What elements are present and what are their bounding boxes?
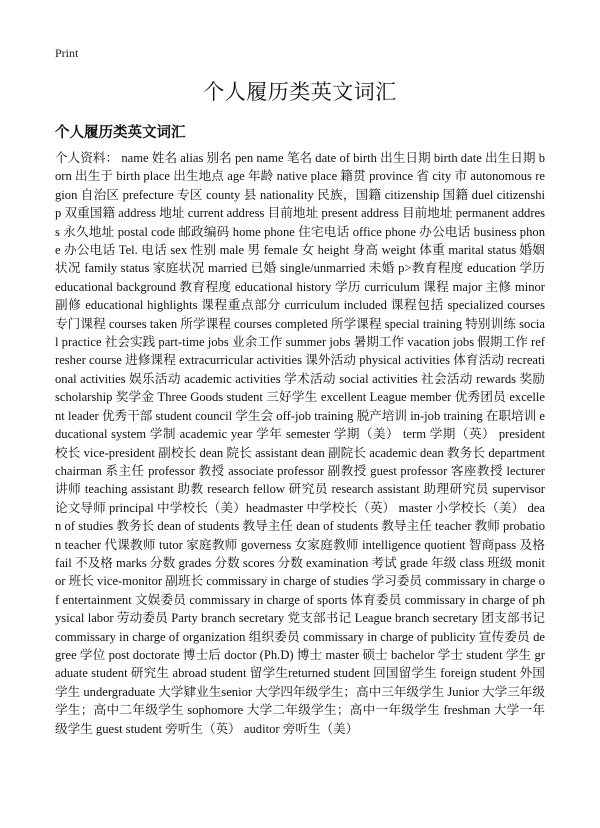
article-body: 个人资料： name 姓名 alias 别名 pen name 笔名 date of birth 出生日期 birth date 出生日期 born 出生于 birth place 出生地点 age 年龄 native place 籍贯 province 省 city 市 autonomous region 自治区 prefecture 专区 county 县 nationality 民族，国籍 citizenship 国籍 duel citizenship 双重国籍 address 地址 current address 目前地址 present address 目前地址 permanent address 永久地址 postal code 邮政编码 home phone 住宅电话 office phone 办公电话 business phone 办公电话 Tel. 电话 sex 性别 male 男 female 女 height 身高 weight 体重 marital status 婚姻状况 family status 家庭状况 married 已婚 single/unmarried 未婚 p>教育程度 education 学历 educational background 教育程度 educational history 学历 curriculum 课程 major 主修 minor 副修 educational highlights 课程重点部分 curriculum included 课程包括 specialized courses 专门课程 courses taken 所学课程 courses completed 所学课程 special training 特别训练 social practice 社会实践 part-time jobs 业余工作 summer jobs 暑期工作 vacation jobs 假期工作 refresher course 进修课程 extracurricular activities 课外活动 physical activities 体育活动 recreational activities 娱乐活动 academic activities 学术活动 social activities 社会活动 rewards 奖励 scholarship 奖学金 Three Goods student 三好学生 excellent League member 优秀团员 excellent leader 优秀干部 student council 学生会 off-job training 脱产培训 in-job training 在职培训 educational system 学制 academic year 学年 semester 学期（美） term 学期（英） president 校长 vice-president 副校长 dean 院长 assistant dean 副院长 academic dean 教务长 department chairman 系主任 professor 教授 associate professor 副教授 guest professor 客座教授 lecturer 讲师 teaching assistant 助教 research fellow 研究员 research assistant 助理研究员 supervisor 论文导师 principal 中学校长（美）headmaster 中学校长（英） master 小学校长（美） dean of studies 教务长 dean of students 教导主任 dean of students 教导主任 teacher 教师 probation teacher 代课教师 tutor 家庭教师 governess 女家庭教师 intelligence quotient 智商pass 及格 fail 不及格 marks 分数 grades 分数 scores 分数 examination 考试 grade 年级 class 班级 monitor 班长 vice-monitor 副班长 commissary in charge of studies 学习委员 commissary in charge of entertainment 文娱委员 commissary in charge of sports 体育委员 commissary in charge of physical labor 劳动委员 Party branch secretary 党支部书记 League branch secretary 团支部书记 commissary in charge of organization 组织委员 commissary in charge of publicity 宣传委员 degree 学位 post doctorate 博士后 doctor (Ph.D) 博士 master 硕士 bachelor 学士 student 学生 graduate student 研究生 abroad student 留学生returned student 回国留学生 foreign student 外国学生 undergraduate 大学肄业生senior 大学四年级学生；高中三年级学生 Junior 大学三年级学生；高中二年级学生 sophomore 大学二年级学生；高中一年级学生 freshman 大学一年级学生 guest student 旁听生（英） auditor 旁听生（美） (55, 151, 545, 736)
article-subtitle: 个人履历类英文词汇 (55, 125, 186, 141)
print-link[interactable]: Print (55, 46, 79, 60)
page-title: 个人履历类英文词汇 (203, 80, 397, 104)
